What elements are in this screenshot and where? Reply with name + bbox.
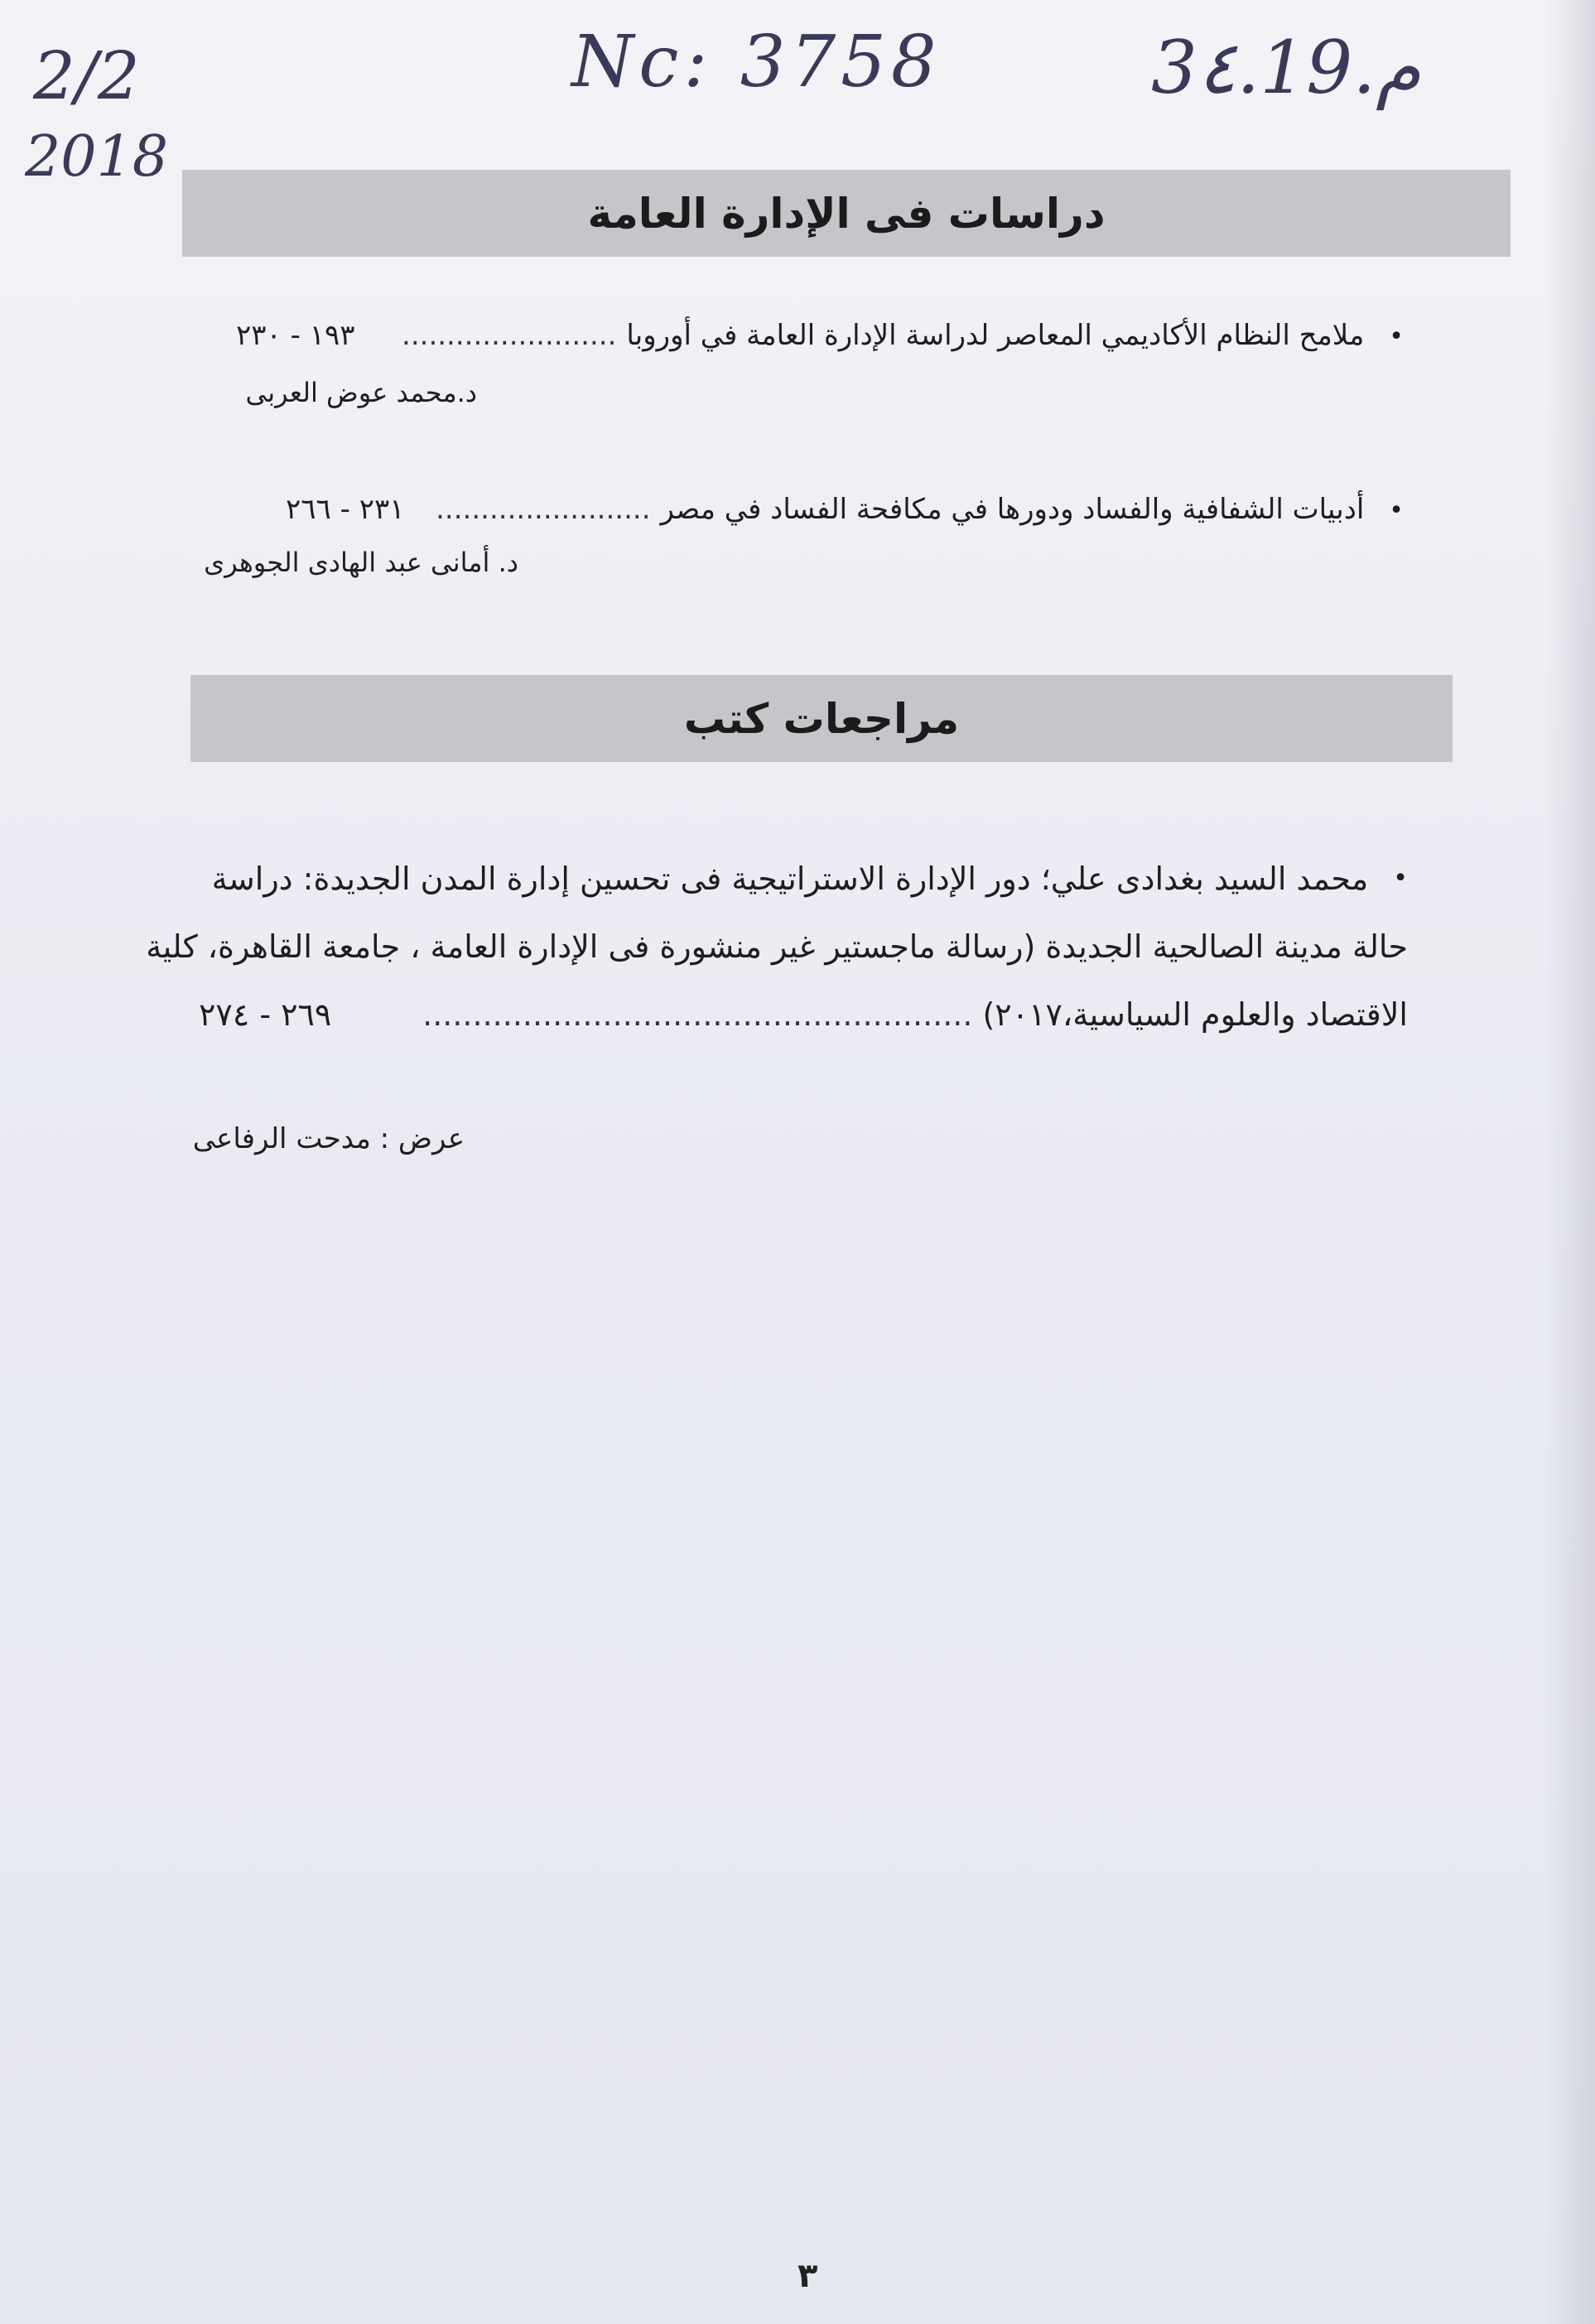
book-review-entry [146, 845, 1408, 1049]
bullet-icon: • [1389, 322, 1404, 351]
leader-dots: ........................ [436, 493, 651, 526]
handwritten-note-left-top: 2/2 [33, 37, 140, 114]
handwritten-accession-number: Nc: 3758 [571, 21, 942, 104]
entry-title: ملامح النظام الأكاديمي المعاصر لدراسة الإدارة العامة في أوروبا [626, 319, 1365, 352]
handwritten-note-left-bottom: 2018 [25, 124, 169, 190]
book-line-1: محمد السيد بغدادى علي؛ دور الإدارة الاستراتيجية فى تحسين إدارة المدن الجديدة: دراسة [211, 861, 1369, 897]
bullet-icon: • [1389, 496, 1404, 525]
entry-title: أدبيات الشفافية والفساد ودورها في مكافحة الفساد في مصر [660, 493, 1365, 526]
leader-dots: ........................ [402, 319, 617, 352]
leader-dots: ....................................................... [422, 996, 973, 1033]
toc-entry [286, 493, 1404, 526]
book-line-3: الاقتصاد والعلوم السياسية،٢٠١٧) [982, 996, 1408, 1033]
page-range: ١٩٣ - ٢٣٠ [236, 319, 355, 352]
page-range: ٢٣١ - ٢٦٦ [286, 493, 405, 526]
section-header-studies [182, 170, 1511, 257]
section-title-books: مراجعات كتب [683, 694, 960, 743]
entry-author: د.محمد عوض العربى [245, 377, 477, 408]
section-header-books [190, 675, 1453, 762]
page-number: ٣ [798, 2257, 818, 2295]
reviewer-credit: عرض : مدحت الرفاعى [192, 1122, 465, 1155]
entry-author: د. أمانى عبد الهادى الجوهرى [204, 547, 518, 578]
section-title-studies: دراسات فى الإدارة العامة [587, 189, 1106, 238]
handwritten-classification-code: 3٤.19.م [1151, 25, 1421, 110]
page-range: ٢٦٩ - ٢٧٤ [199, 996, 332, 1033]
bullet-icon: • [1393, 864, 1408, 893]
page-edge-shadow [1545, 0, 1595, 2324]
toc-entry [236, 319, 1404, 352]
book-line-2: حالة مدينة الصالحية الجديدة (رسالة ماجستير غير منشورة فى الإدارة العامة ، جامعة القاهرة، كلية [146, 928, 1408, 965]
